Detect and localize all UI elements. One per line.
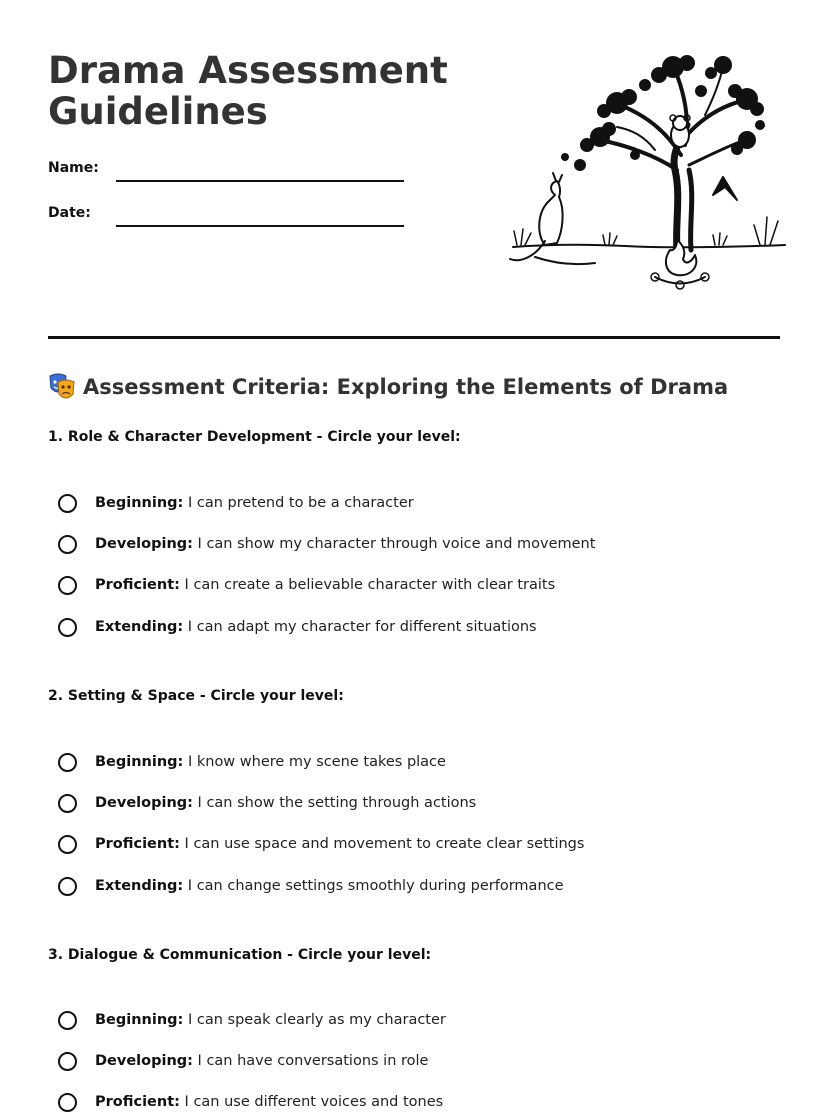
- level-option[interactable]: [58, 1090, 443, 1114]
- radio-circle[interactable]: [58, 1093, 77, 1112]
- level-name: Beginning:: [95, 495, 184, 511]
- level-name: Developing:: [95, 795, 193, 811]
- level-name: Beginning:: [95, 754, 184, 770]
- level-name: Extending:: [95, 619, 184, 635]
- radio-circle[interactable]: [58, 618, 77, 637]
- theatre-masks-icon: [48, 372, 76, 402]
- page-title: Drama Assessment Guidelines: [48, 49, 448, 133]
- level-name: Proficient:: [95, 836, 180, 852]
- radio-circle[interactable]: [58, 753, 77, 772]
- criterion-title: 3. Dialogue & Communication - Circle your level:: [48, 947, 432, 963]
- date-label: Date:: [48, 205, 91, 221]
- radio-circle[interactable]: [58, 576, 77, 595]
- name-label: Name:: [48, 160, 99, 176]
- date-field[interactable]: [116, 225, 404, 227]
- level-description: I can use space and movement to create clear settings: [179, 836, 585, 852]
- level-option[interactable]: [58, 832, 584, 856]
- level-description: I can speak clearly as my character: [183, 1012, 446, 1028]
- header-divider: [48, 336, 780, 339]
- radio-circle[interactable]: [58, 877, 77, 896]
- section-heading-text: Assessment Criteria: Exploring the Elements of Drama: [83, 375, 729, 399]
- level-description: I can have conversations in role: [192, 1053, 429, 1069]
- level-option[interactable]: [58, 791, 476, 815]
- level-option[interactable]: [58, 750, 446, 774]
- level-option[interactable]: [58, 615, 537, 639]
- radio-circle[interactable]: [58, 835, 77, 854]
- radio-circle[interactable]: [58, 1052, 77, 1071]
- level-description: I can pretend to be a character: [183, 495, 414, 511]
- level-name: Developing:: [95, 536, 193, 552]
- level-description: I can show the setting through actions: [192, 795, 477, 811]
- level-description: I can use different voices and tones: [179, 1094, 444, 1110]
- level-description: I can create a believable character with clear traits: [179, 577, 556, 593]
- level-description: I know where my scene takes place: [183, 754, 446, 770]
- level-option[interactable]: [58, 1008, 446, 1032]
- outback-tree-illustration: [505, 45, 790, 295]
- level-name: Extending:: [95, 878, 184, 894]
- level-option[interactable]: [58, 573, 555, 597]
- level-description: I can change settings smoothly during performance: [183, 878, 564, 894]
- criterion-title: 1. Role & Character Development - Circle your level:: [48, 429, 461, 445]
- level-description: I can show my character through voice and movement: [192, 536, 596, 552]
- level-option[interactable]: [58, 491, 414, 515]
- criterion-title: 2. Setting & Space - Circle your level:: [48, 688, 344, 704]
- radio-circle[interactable]: [58, 535, 77, 554]
- level-option[interactable]: [58, 1049, 428, 1073]
- level-description: I can adapt my character for different situations: [183, 619, 537, 635]
- level-name: Proficient:: [95, 1094, 180, 1110]
- radio-circle[interactable]: [58, 1011, 77, 1030]
- level-name: Developing:: [95, 1053, 193, 1069]
- level-option[interactable]: [58, 532, 595, 556]
- level-name: Proficient:: [95, 577, 180, 593]
- radio-circle[interactable]: [58, 494, 77, 513]
- name-field[interactable]: [116, 180, 404, 182]
- level-name: Beginning:: [95, 1012, 184, 1028]
- radio-circle[interactable]: [58, 794, 77, 813]
- level-option[interactable]: [58, 874, 564, 898]
- section-heading: [48, 372, 728, 402]
